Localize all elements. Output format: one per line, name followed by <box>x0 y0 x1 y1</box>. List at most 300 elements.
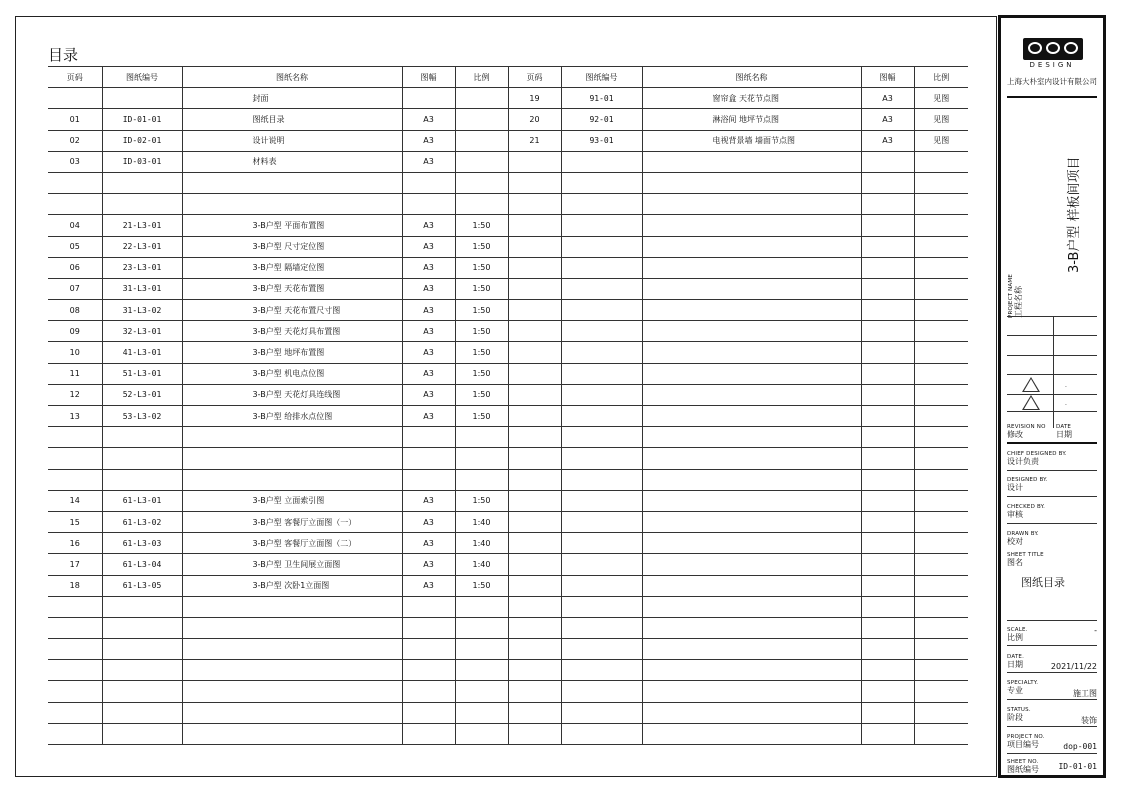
table-cell: 3-B户型 客餐厅立面图（二） <box>182 533 402 554</box>
table-cell <box>48 702 102 723</box>
chief-designer-field: CHIEF DESIGNED BY. 设计负责 <box>1007 451 1067 466</box>
table-cell <box>914 533 968 554</box>
table-row <box>48 511 968 532</box>
table-cell <box>182 172 402 193</box>
table-cell: 1:40 <box>455 511 508 532</box>
table-cell: 15 <box>48 511 102 532</box>
table-row <box>48 342 968 363</box>
table-cell <box>182 681 402 702</box>
table-cell <box>48 172 102 193</box>
table-cell <box>102 723 182 744</box>
date-value: 2021/11/22 <box>1050 662 1097 671</box>
table-cell <box>861 321 914 342</box>
table-cell <box>561 681 642 702</box>
table-cell <box>561 342 642 363</box>
table-cell <box>48 88 102 109</box>
table-cell: 23-L3-01 <box>102 257 182 278</box>
table-cell <box>642 194 861 215</box>
col-header: 图纸名称 <box>182 67 402 88</box>
table-cell <box>508 575 561 596</box>
table-cell <box>508 427 561 448</box>
table-cell: 22-L3-01 <box>102 236 182 257</box>
table-cell: 1:40 <box>455 533 508 554</box>
table-cell: 09 <box>48 321 102 342</box>
table-cell <box>561 172 642 193</box>
table-cell <box>48 660 102 681</box>
company-logo <box>1023 38 1083 60</box>
project-no-field: PROJECT NO. 项目编号 <box>1007 734 1045 749</box>
table-cell: ID-03-01 <box>102 151 182 172</box>
table-cell: 1:50 <box>455 257 508 278</box>
table-cell <box>102 448 182 469</box>
table-cell <box>861 257 914 278</box>
company-name: 上海大朴室内设计有限公司 <box>1007 77 1097 86</box>
table-cell <box>508 342 561 363</box>
table-cell <box>914 236 968 257</box>
table-cell <box>102 660 182 681</box>
table-cell <box>508 172 561 193</box>
table-cell <box>455 427 508 448</box>
table-cell: 31-L3-02 <box>102 300 182 321</box>
table-cell <box>861 617 914 638</box>
table-cell <box>102 469 182 490</box>
table-cell <box>914 596 968 617</box>
table-cell <box>561 427 642 448</box>
table-cell <box>642 172 861 193</box>
table-cell <box>914 257 968 278</box>
table-cell <box>642 448 861 469</box>
table-cell <box>455 130 508 151</box>
table-cell <box>642 342 861 363</box>
table-cell <box>642 554 861 575</box>
table-cell <box>861 406 914 427</box>
table-cell <box>861 575 914 596</box>
table-cell: A3 <box>402 533 455 554</box>
table-cell: 1:50 <box>455 363 508 384</box>
table-cell <box>182 596 402 617</box>
table-cell: ID-02-01 <box>102 130 182 151</box>
table-cell: 19 <box>508 88 561 109</box>
table-cell <box>455 448 508 469</box>
table-cell: 10 <box>48 342 102 363</box>
table-cell: 3-B户型 地坪布置图 <box>182 342 402 363</box>
table-cell <box>102 617 182 638</box>
table-cell: 31-L3-01 <box>102 278 182 299</box>
table-cell <box>914 300 968 321</box>
revision-triangle-icon <box>1022 395 1040 410</box>
table-cell: 3-B户型 平面布置图 <box>182 215 402 236</box>
table-cell <box>402 194 455 215</box>
table-cell: 1:50 <box>455 236 508 257</box>
table-cell <box>455 172 508 193</box>
table-cell <box>642 660 861 681</box>
table-cell <box>455 660 508 681</box>
project-no-value: dop-001 <box>1063 742 1097 751</box>
specialty-field: SPECIALTY. 专业 <box>1007 680 1039 695</box>
table-cell <box>48 596 102 617</box>
table-cell <box>455 702 508 723</box>
table-cell <box>861 681 914 702</box>
table-cell: 12 <box>48 384 102 405</box>
table-cell <box>914 490 968 511</box>
table-row <box>48 723 968 744</box>
table-cell <box>561 300 642 321</box>
table-row <box>48 660 968 681</box>
table-cell <box>508 533 561 554</box>
table-cell: 3-B户型 客餐厅立面图（一） <box>182 511 402 532</box>
sheet-no-field: SHEET NO. 图纸编号 <box>1007 759 1039 774</box>
table-row <box>48 384 968 405</box>
table-cell <box>455 723 508 744</box>
drawing-index-table <box>48 66 968 745</box>
table-cell <box>402 617 455 638</box>
designer-field: DESIGNED BY. 设计 <box>1007 477 1048 492</box>
table-cell <box>48 194 102 215</box>
table-cell <box>455 109 508 130</box>
table-cell <box>914 723 968 744</box>
table-cell <box>102 681 182 702</box>
specialty-value: 施工图 <box>1073 689 1097 698</box>
table-cell: A3 <box>861 109 914 130</box>
table-cell <box>642 533 861 554</box>
table-cell <box>102 172 182 193</box>
table-row <box>48 490 968 511</box>
table-cell: 3-B户型 天花灯具布置图 <box>182 321 402 342</box>
table-cell: 淋浴间 地坪节点图 <box>642 109 861 130</box>
table-cell: 61-L3-04 <box>102 554 182 575</box>
table-cell: 1:50 <box>455 342 508 363</box>
table-cell <box>48 469 102 490</box>
col-header: 页码 <box>48 67 102 88</box>
table-cell <box>182 723 402 744</box>
table-cell <box>402 681 455 702</box>
table-cell <box>48 723 102 744</box>
table-cell <box>48 427 102 448</box>
table-cell: 61-L3-05 <box>102 575 182 596</box>
table-cell: 16 <box>48 533 102 554</box>
project-name: 3-B户型 样板间项目 <box>1067 156 1082 273</box>
col-header: 图纸编号 <box>561 67 642 88</box>
table-cell: 05 <box>48 236 102 257</box>
table-cell <box>102 639 182 660</box>
table-cell: 图纸目录 <box>182 109 402 130</box>
table-cell <box>561 723 642 744</box>
table-cell <box>914 151 968 172</box>
table-cell <box>914 384 968 405</box>
table-cell <box>861 490 914 511</box>
title-block: DESIGN 上海大朴室内设计有限公司 3-B户型 样板间项目 PROJECT NAME 工程名称 . . REVISION NO 修改 DATE 日期 CHIEF DESIGNED BY. 设计负责 DESIGNED BY. 设计 CHECKED BY. 审核 DRAWN BY. 校对 SHEET TITLE 图名 图纸目录 SCALE. 比例 - DATE. 日期 2021/11/22 SPECIALTY. 专业 施工图 STATUS. 阶段 装饰 PROJECT NO. 项目编号 dop-001 SHEET NO. 图纸编号 ID-01-01 <box>998 15 1106 778</box>
table-cell <box>861 660 914 681</box>
table-cell <box>861 448 914 469</box>
table-cell <box>914 554 968 575</box>
table-cell <box>861 702 914 723</box>
table-cell <box>642 469 861 490</box>
table-cell <box>561 236 642 257</box>
table-cell <box>561 384 642 405</box>
table-cell: A3 <box>402 384 455 405</box>
table-cell <box>508 511 561 532</box>
table-cell: A3 <box>402 363 455 384</box>
table-cell <box>48 617 102 638</box>
col-header: 图幅 <box>861 67 914 88</box>
table-cell <box>455 194 508 215</box>
table-row <box>48 130 968 151</box>
page-title: 目录 <box>48 46 79 64</box>
table-cell <box>455 617 508 638</box>
table-cell: 21-L3-01 <box>102 215 182 236</box>
table-cell <box>914 639 968 660</box>
table-cell <box>914 427 968 448</box>
logo-text: DESIGN <box>1029 61 1075 69</box>
table-header-row <box>48 67 968 88</box>
table-cell <box>861 427 914 448</box>
table-cell <box>182 448 402 469</box>
table-cell <box>508 194 561 215</box>
table-cell <box>508 384 561 405</box>
table-cell <box>182 469 402 490</box>
project-name-label-cn: 工程名称 <box>1014 286 1023 318</box>
table-cell <box>561 406 642 427</box>
table-cell: 3-B户型 天花灯具连线图 <box>182 384 402 405</box>
table-cell <box>508 554 561 575</box>
table-cell: 设计说明 <box>182 130 402 151</box>
table-cell <box>914 363 968 384</box>
table-cell <box>561 660 642 681</box>
date-label: 日期 <box>1056 430 1072 439</box>
table-cell: ID-01-01 <box>102 109 182 130</box>
table-cell <box>508 490 561 511</box>
table-cell <box>642 575 861 596</box>
table-cell <box>182 660 402 681</box>
table-cell <box>642 321 861 342</box>
table-cell <box>508 660 561 681</box>
table-row <box>48 257 968 278</box>
revision-label: 修改 <box>1007 430 1023 439</box>
scale-field: SCALE. 比例 <box>1007 627 1028 642</box>
table-cell: 61-L3-03 <box>102 533 182 554</box>
table-row <box>48 278 968 299</box>
table-row <box>48 151 968 172</box>
table-cell <box>561 363 642 384</box>
table-cell <box>642 278 861 299</box>
table-cell <box>914 278 968 299</box>
table-cell <box>561 194 642 215</box>
table-cell: 02 <box>48 130 102 151</box>
table-cell: 32-L3-01 <box>102 321 182 342</box>
table-cell: 21 <box>508 130 561 151</box>
table-cell: 3-B户型 卫生间展立面图 <box>182 554 402 575</box>
table-cell <box>402 88 455 109</box>
table-cell <box>642 406 861 427</box>
table-cell <box>642 723 861 744</box>
table-cell <box>914 575 968 596</box>
table-cell: 3-B户型 隔墙定位图 <box>182 257 402 278</box>
table-cell <box>914 215 968 236</box>
revision-triangle-icon <box>1022 377 1040 392</box>
table-cell <box>914 702 968 723</box>
table-cell: 20 <box>508 109 561 130</box>
table-row <box>48 554 968 575</box>
table-cell: 1:50 <box>455 575 508 596</box>
table-cell <box>508 681 561 702</box>
table-cell: 14 <box>48 490 102 511</box>
table-cell <box>508 151 561 172</box>
table-cell <box>455 151 508 172</box>
table-cell <box>508 406 561 427</box>
table-cell <box>861 194 914 215</box>
table-cell: 1:50 <box>455 490 508 511</box>
table-cell: 1:50 <box>455 384 508 405</box>
table-row <box>48 702 968 723</box>
table-cell <box>642 511 861 532</box>
table-cell <box>642 236 861 257</box>
sheet-title: 图纸目录 <box>1021 576 1065 589</box>
table-cell <box>914 194 968 215</box>
table-cell: 见图 <box>914 88 968 109</box>
table-cell <box>861 384 914 405</box>
sheet-no-value: ID-01-01 <box>1058 762 1097 771</box>
table-cell <box>402 172 455 193</box>
table-cell <box>561 151 642 172</box>
col-header: 页码 <box>508 67 561 88</box>
table-cell <box>861 363 914 384</box>
table-row <box>48 469 968 490</box>
table-row <box>48 194 968 215</box>
table-cell: 07 <box>48 278 102 299</box>
table-cell <box>642 257 861 278</box>
table-cell <box>642 702 861 723</box>
table-cell: 3-B户型 次卧1立面图 <box>182 575 402 596</box>
table-cell <box>914 342 968 363</box>
table-cell <box>402 427 455 448</box>
table-cell: 11 <box>48 363 102 384</box>
table-cell <box>861 236 914 257</box>
table-cell <box>561 257 642 278</box>
table-cell <box>455 88 508 109</box>
table-cell <box>102 596 182 617</box>
table-cell: 51-L3-01 <box>102 363 182 384</box>
table-cell: A3 <box>402 406 455 427</box>
table-cell: A3 <box>402 257 455 278</box>
table-row <box>48 172 968 193</box>
table-cell: 3-B户型 尺寸定位图 <box>182 236 402 257</box>
table-cell <box>182 427 402 448</box>
logo-ring <box>1046 42 1060 54</box>
table-cell <box>642 363 861 384</box>
table-cell: 08 <box>48 300 102 321</box>
table-cell <box>561 469 642 490</box>
table-cell <box>642 681 861 702</box>
table-cell <box>561 702 642 723</box>
table-cell <box>455 596 508 617</box>
table-cell <box>642 490 861 511</box>
status-field: STATUS. 阶段 <box>1007 707 1031 722</box>
table-cell: 3-B户型 给排水点位图 <box>182 406 402 427</box>
table-cell <box>102 194 182 215</box>
table-cell: A3 <box>402 321 455 342</box>
table-cell <box>508 702 561 723</box>
table-cell: A3 <box>402 151 455 172</box>
table-cell: 18 <box>48 575 102 596</box>
table-cell <box>861 554 914 575</box>
table-cell: 01 <box>48 109 102 130</box>
table-cell <box>48 681 102 702</box>
table-cell <box>642 300 861 321</box>
table-cell: A3 <box>402 511 455 532</box>
table-row <box>48 215 968 236</box>
table-cell <box>561 596 642 617</box>
table-cell: 3-B户型 立面索引图 <box>182 490 402 511</box>
table-cell <box>402 660 455 681</box>
table-cell: 17 <box>48 554 102 575</box>
table-cell <box>861 533 914 554</box>
table-cell <box>561 575 642 596</box>
table-cell: 92-01 <box>561 109 642 130</box>
table-cell <box>508 300 561 321</box>
table-cell <box>642 639 861 660</box>
table-cell: 93-01 <box>561 130 642 151</box>
table-row <box>48 639 968 660</box>
table-cell: A3 <box>402 490 455 511</box>
table-cell: 窗帘盒 天花节点图 <box>642 88 861 109</box>
table-cell <box>914 172 968 193</box>
table-cell <box>561 490 642 511</box>
table-cell: 见图 <box>914 109 968 130</box>
table-cell: 91-01 <box>561 88 642 109</box>
table-cell <box>508 236 561 257</box>
table-cell <box>455 469 508 490</box>
table-cell <box>861 469 914 490</box>
table-cell <box>402 639 455 660</box>
table-cell <box>182 639 402 660</box>
table-cell: 06 <box>48 257 102 278</box>
table-cell <box>182 194 402 215</box>
table-cell <box>508 321 561 342</box>
table-cell <box>914 469 968 490</box>
table-cell <box>861 215 914 236</box>
table-cell <box>914 681 968 702</box>
table-cell <box>561 617 642 638</box>
table-cell <box>48 639 102 660</box>
table-cell: 1:50 <box>455 300 508 321</box>
project-name-label-en: PROJECT NAME <box>1008 273 1014 318</box>
table-cell <box>508 257 561 278</box>
table-cell <box>508 215 561 236</box>
table-cell: 3-B户型 天花布置图 <box>182 278 402 299</box>
table-cell <box>861 172 914 193</box>
table-cell: 3-B户型 天花布置尺寸图 <box>182 300 402 321</box>
table-cell <box>914 660 968 681</box>
table-cell <box>182 702 402 723</box>
table-cell: A3 <box>402 109 455 130</box>
table-cell <box>102 427 182 448</box>
table-cell: 1:50 <box>455 215 508 236</box>
date-field: DATE. 日期 <box>1007 654 1025 669</box>
table-cell: A3 <box>402 342 455 363</box>
table-row <box>48 321 968 342</box>
scale-value: - <box>1094 626 1097 635</box>
table-row <box>48 596 968 617</box>
table-cell <box>561 554 642 575</box>
table-cell: A3 <box>861 130 914 151</box>
table-cell <box>402 448 455 469</box>
table-cell <box>402 596 455 617</box>
table-cell: 封面 <box>182 88 402 109</box>
table-cell <box>561 511 642 532</box>
table-row <box>48 300 968 321</box>
table-row <box>48 681 968 702</box>
table-cell <box>508 278 561 299</box>
